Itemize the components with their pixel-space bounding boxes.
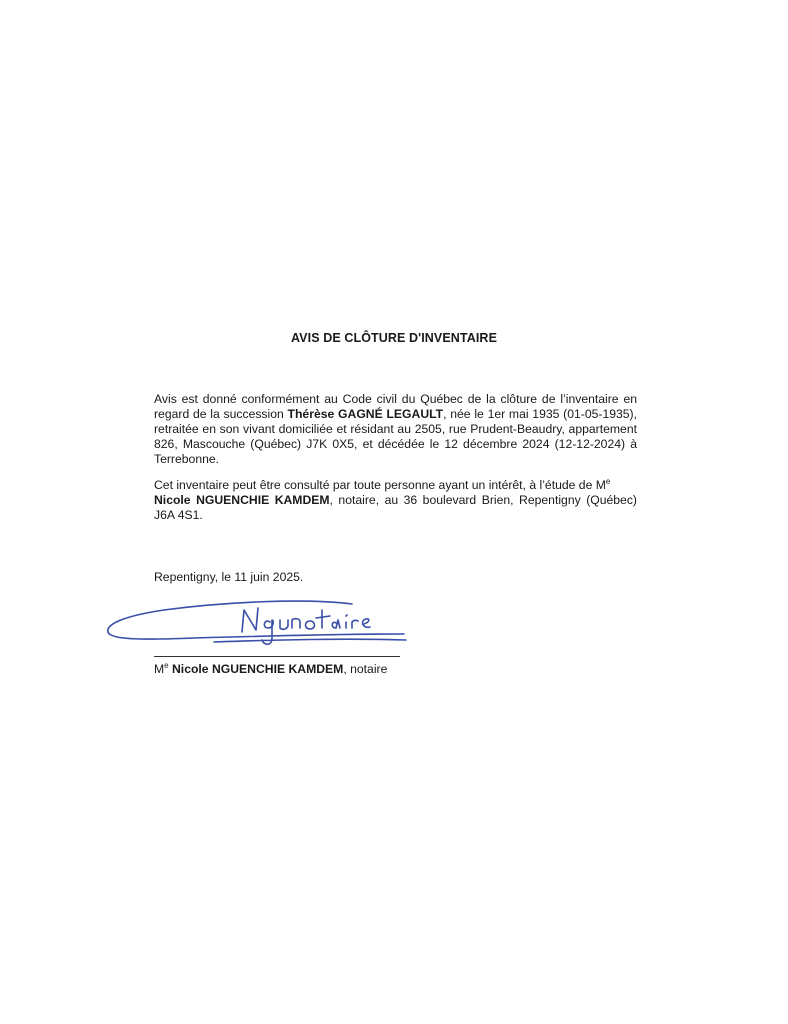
signer-prefix: M — [154, 662, 165, 676]
consultation-text-start: Cet inventaire peut être consulté par toute personne ayant un intérêt, à l’étude de M — [154, 478, 606, 492]
signer-prefix-superscript: e — [164, 660, 169, 670]
consultation-text-end: , notaire, au 36 boulevard Brien, Repentigny (Québec) J6A 4S1. — [154, 493, 637, 522]
document-title: AVIS DE CLÔTURE D'INVENTAIRE — [290, 331, 498, 345]
signature-line — [154, 656, 400, 657]
honorific-superscript: e — [605, 476, 611, 486]
notary-first-name: Nicole — [154, 493, 197, 507]
notice-paragraph — [154, 392, 637, 467]
consultation-paragraph — [154, 478, 637, 523]
deceased-first-name: Thérèse — [287, 407, 339, 421]
notary-last-name: NGUENCHIE KAMDEM — [196, 493, 330, 507]
handwritten-signature — [104, 596, 414, 658]
signer-role: , notaire — [343, 662, 388, 676]
deceased-last-name: GAGNÉ LEGAULT — [338, 407, 444, 421]
signer-name — [154, 662, 387, 676]
notice-text-end: , née le 1er mai 1935 (01-05-1935), retraitée en son vivant domiciliée et résidant au 2505, rue Prudent-Beaudry, appartement 826, Mascouche (Québec) J7K 0X5, et décédée le 12 décembre 2024 (12-12-2024) à Terrebonne. — [154, 407, 638, 466]
signer-last-name: NGUENCHIE KAMDEM — [211, 662, 344, 676]
notice-text-start: Avis est donné conformément au Code civil du Québec de la clôture de l’inventaire en regard de la succession — [154, 392, 637, 421]
place-and-date: Repentigny, le 11 juin 2025. — [154, 570, 304, 584]
signer-first-name: Nicole — [172, 662, 212, 676]
